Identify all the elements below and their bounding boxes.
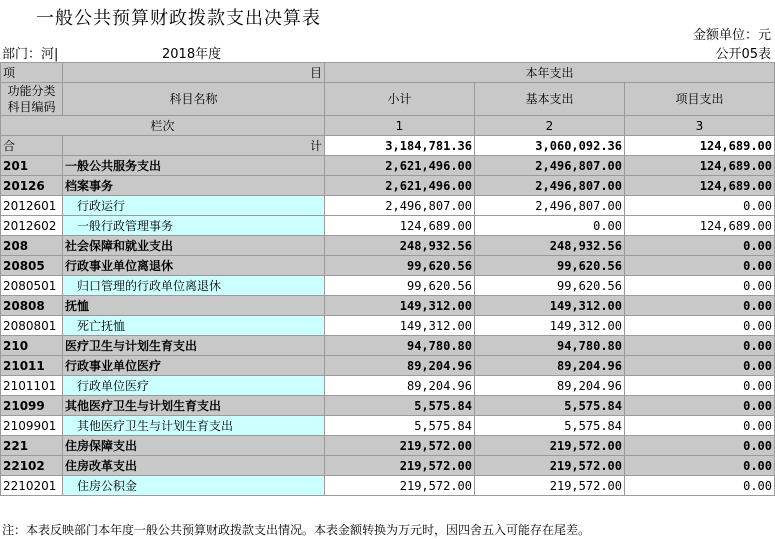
row-code: 20126 (1, 176, 63, 196)
row-code: 21011 (1, 356, 63, 376)
row-code: 2101101 (1, 376, 63, 396)
department-label: 部门：河| (2, 47, 59, 62)
row-project: 124,689.00 (625, 176, 775, 196)
row-code: 2012601 (1, 196, 63, 216)
row-project: 0.00 (625, 356, 775, 376)
row-name: 社会保障和就业支出 (63, 236, 325, 256)
total-label-right: 计 (63, 136, 325, 156)
header-func-code-line1: 功能分类 (7, 84, 56, 98)
row-project: 0.00 (625, 376, 775, 396)
row-subtotal: 2,621,496.00 (325, 156, 475, 176)
row-project: 0.00 (625, 396, 775, 416)
row-basic: 248,932.56 (475, 236, 625, 256)
total-project: 124,689.00 (625, 136, 775, 156)
total-label-left: 合 (1, 136, 63, 156)
row-project: 124,689.00 (625, 156, 775, 176)
row-name: 住房保障支出 (63, 436, 325, 456)
row-code: 20805 (1, 256, 63, 276)
row-code: 221 (1, 436, 63, 456)
header-seq-label: 栏次 (1, 116, 325, 136)
header-func-code-line2: 科目编码 (7, 100, 56, 114)
row-project: 0.00 (625, 436, 775, 456)
table-row (1, 296, 775, 316)
report-title: 一般公共预算财政拨款支出决算表 (36, 8, 321, 29)
unit-label: 金额单位：元 (692, 28, 771, 43)
row-subtotal: 5,575.84 (325, 416, 475, 436)
table-row (1, 416, 775, 436)
row-name: 医疗卫生与计划生育支出 (63, 336, 325, 356)
row-name: 一般公共服务支出 (63, 156, 325, 176)
table-row (1, 156, 775, 176)
total-subtotal: 3,184,781.36 (325, 136, 475, 156)
row-name: 行政事业单位医疗 (63, 356, 325, 376)
footnote: 注：本表反映部门本年度一般公共预算财政拨款支出情况。本表金额转换为万元时，因四舍五入可能存在尾差。 (2, 523, 591, 537)
row-project: 0.00 (625, 476, 775, 496)
row-code: 22102 (1, 456, 63, 476)
row-subtotal: 99,620.56 (325, 256, 475, 276)
row-name: 行政单位医疗 (63, 376, 325, 396)
row-code: 2012602 (1, 216, 63, 236)
table-row (1, 336, 775, 356)
row-subtotal: 124,689.00 (325, 216, 475, 236)
row-basic: 219,572.00 (475, 476, 625, 496)
row-subtotal: 89,204.96 (325, 356, 475, 376)
row-name: 行政事业单位离退休 (63, 256, 325, 276)
row-subtotal: 219,572.00 (325, 436, 475, 456)
row-subtotal: 248,932.56 (325, 236, 475, 256)
table-row (1, 176, 775, 196)
row-project: 0.00 (625, 316, 775, 336)
row-basic: 99,620.56 (475, 276, 625, 296)
table-row (1, 456, 775, 476)
row-name: 一般行政管理事务 (63, 216, 325, 236)
row-basic: 219,572.00 (475, 436, 625, 456)
row-project: 0.00 (625, 196, 775, 216)
row-basic: 94,780.80 (475, 336, 625, 356)
row-basic: 2,496,807.00 (475, 156, 625, 176)
table-row (1, 316, 775, 336)
row-project: 0.00 (625, 336, 775, 356)
header-seq-1: 1 (325, 116, 475, 136)
row-subtotal: 94,780.80 (325, 336, 475, 356)
row-subtotal: 99,620.56 (325, 276, 475, 296)
row-code: 210 (1, 336, 63, 356)
row-basic: 89,204.96 (475, 376, 625, 396)
header-item-left: 项 (1, 63, 63, 83)
table-row (1, 396, 775, 416)
row-basic: 2,496,807.00 (475, 196, 625, 216)
row-code: 20808 (1, 296, 63, 316)
row-name: 抚恤 (63, 296, 325, 316)
row-name: 行政运行 (63, 196, 325, 216)
table-row (1, 356, 775, 376)
row-subtotal: 2,496,807.00 (325, 196, 475, 216)
expenditure-table (0, 62, 775, 496)
form-number: 公开05表 (715, 47, 771, 62)
row-subtotal: 219,572.00 (325, 476, 475, 496)
row-subtotal: 149,312.00 (325, 316, 475, 336)
row-name: 其他医疗卫生与计划生育支出 (63, 416, 325, 436)
row-project: 0.00 (625, 256, 775, 276)
row-code: 2080801 (1, 316, 63, 336)
row-basic: 99,620.56 (475, 256, 625, 276)
row-basic: 5,575.84 (475, 396, 625, 416)
row-project: 0.00 (625, 416, 775, 436)
row-basic: 89,204.96 (475, 356, 625, 376)
table-row (1, 476, 775, 496)
row-subtotal: 149,312.00 (325, 296, 475, 316)
row-code: 208 (1, 236, 63, 256)
row-basic: 0.00 (475, 216, 625, 236)
row-basic: 219,572.00 (475, 456, 625, 476)
header-seq-2: 2 (475, 116, 625, 136)
row-name: 住房公积金 (63, 476, 325, 496)
header-subtotal: 小计 (325, 83, 475, 116)
row-basic: 2,496,807.00 (475, 176, 625, 196)
row-name: 住房改革支出 (63, 456, 325, 476)
header-basic: 基本支出 (475, 83, 625, 116)
row-code: 2210201 (1, 476, 63, 496)
row-subtotal: 219,572.00 (325, 456, 475, 476)
row-name: 其他医疗卫生与计划生育支出 (63, 396, 325, 416)
table-row (1, 236, 775, 256)
row-name: 档案事务 (63, 176, 325, 196)
header-subject-name: 科目名称 (63, 83, 325, 116)
table-row (1, 376, 775, 396)
row-project: 0.00 (625, 296, 775, 316)
row-project: 124,689.00 (625, 216, 775, 236)
row-project: 0.00 (625, 236, 775, 256)
header-func-code (1, 83, 63, 116)
row-project: 0.00 (625, 456, 775, 476)
row-name: 归口管理的行政单位离退休 (63, 276, 325, 296)
table-row (1, 436, 775, 456)
table-row (1, 276, 775, 296)
row-code: 2109901 (1, 416, 63, 436)
table-row (1, 256, 775, 276)
row-basic: 149,312.00 (475, 296, 625, 316)
row-project: 0.00 (625, 276, 775, 296)
table-row (1, 216, 775, 236)
row-code: 201 (1, 156, 63, 176)
row-basic: 149,312.00 (475, 316, 625, 336)
header-spend-group: 本年支出 (325, 63, 775, 83)
row-code: 21099 (1, 396, 63, 416)
row-code: 2080501 (1, 276, 63, 296)
header-item-right: 目 (63, 63, 325, 83)
table-row (1, 196, 775, 216)
row-name: 死亡抚恤 (63, 316, 325, 336)
header-project: 项目支出 (625, 83, 775, 116)
total-basic: 3,060,092.36 (475, 136, 625, 156)
year-label: 2018年度 (162, 47, 222, 62)
header-seq-3: 3 (625, 116, 775, 136)
row-basic: 5,575.84 (475, 416, 625, 436)
row-subtotal: 89,204.96 (325, 376, 475, 396)
row-subtotal: 2,621,496.00 (325, 176, 475, 196)
row-subtotal: 5,575.84 (325, 396, 475, 416)
meta-row (0, 43, 775, 61)
